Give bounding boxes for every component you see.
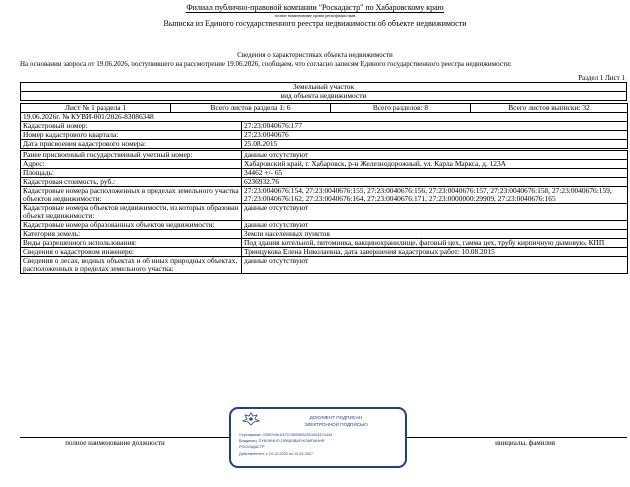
row-label: Кадастровый номер: xyxy=(21,122,242,131)
row-value: 27:23:0040676:177 xyxy=(242,122,628,131)
row-value: 34462 +/- 65 xyxy=(242,169,628,178)
row-value: 27:23:0040676:154, 27:23:0040676:155, 27:23:0040676:156, 27:23:0040676:157, 27:23:0040676:158, 27:23:0040676:159, 27:23:0040676:162, 27:23:0040676:164, 27:23:0040676:171, 27:23:0000000:29909, 27:23:0040676:165 xyxy=(242,187,628,204)
table-row xyxy=(21,230,628,239)
stamp-line1: ДОКУМЕНТ ПОДПИСАН xyxy=(309,415,363,420)
stamp-line2: ЭЛЕКТРОННОЙ ПОДПИСЬЮ xyxy=(304,422,368,427)
row-value: 27:23:0040676 xyxy=(242,131,628,140)
row-value: 6236932.76 xyxy=(242,178,628,187)
table-row xyxy=(21,248,628,257)
object-type-table xyxy=(20,82,627,101)
row-label: Кадастровые номера расположенных в пределах земельного участка объектов недвижимости: xyxy=(21,187,242,204)
extract-title: Выписка из Единого государственного реестра недвижимости об объекте недвижимости xyxy=(163,19,467,28)
emblem-icon xyxy=(241,412,261,426)
sections-count: Всего разделов: 8 xyxy=(331,104,471,113)
row-label: Кадастровые номера объектов недвижимости, из которых образован объект недвижимости: xyxy=(21,204,242,221)
table-row xyxy=(21,169,628,178)
table-row xyxy=(21,160,628,169)
row-label: Сведения о лесах, водных объектах и об иных природных объектах, расположенных в пределах земельного участка: xyxy=(21,257,242,274)
row-value: данные отсутствуют xyxy=(242,204,628,221)
date-number: 19.06.2026г. № КУВИ-001/2026-83086348 xyxy=(21,113,628,122)
position-caption: полное наименование должности xyxy=(65,439,165,447)
row-label: Номер кадастрового квартала: xyxy=(21,131,242,140)
table-row xyxy=(21,122,628,131)
row-label: Категория земель: xyxy=(21,230,242,239)
request-text: На основании запроса от 19.06.2026, поступившего на рассмотрение 19.06.2026, сообщаем, что согласно записям Единого государственного реестра недвижимости: xyxy=(20,60,512,68)
stamp-cert: Сертификат: 03997c0b1f47970600f552901004474443 xyxy=(239,433,333,437)
row-value: 25.08.2015 xyxy=(242,140,628,149)
row-label: Адрес: xyxy=(21,160,242,169)
branch-name: Филиал публично-правовой компании "Роскадастр" по Хабаровскому краю xyxy=(186,3,444,12)
row-label: Кадастровые номера образованных объектов недвижимости: xyxy=(21,221,242,230)
row-label: Дата присвоения кадастрового номера: xyxy=(21,140,242,149)
row-label: Кадастровая стоимость, руб.: xyxy=(21,178,242,187)
row-label: Ранее присвоенный государственный учетный номер: xyxy=(21,151,242,160)
object-type-caption: вид объекта недвижимости xyxy=(21,92,627,101)
table-row xyxy=(21,131,628,140)
branch-caption: полное наименование органа регистрации прав xyxy=(274,13,356,18)
object-type: Земельный участок xyxy=(21,83,627,92)
row-label: Площадь: xyxy=(21,169,242,178)
row-label: Сведения о кадастровом инженере: xyxy=(21,248,242,257)
row-value: данные отсутствуют xyxy=(242,257,628,274)
row-label: Виды разрешенного использования: xyxy=(21,239,242,248)
sheets-total: Всего листов выписки: 32 xyxy=(471,104,628,113)
table-row xyxy=(21,239,628,248)
table-row xyxy=(21,151,628,160)
sheets-in-section: Всего листов раздела 1: 6 xyxy=(171,104,331,113)
info-title: Сведения о характеристиках объекта недвижимости xyxy=(237,51,393,59)
section-sheet: Раздел 1 Лист 1 xyxy=(578,74,625,82)
row-value: данные отсутствуют xyxy=(242,221,628,230)
table-row xyxy=(21,140,628,149)
stamp-valid: Действителен: с 24.12.2025 по 19.03.2027 xyxy=(239,452,314,456)
table-row xyxy=(21,221,628,230)
row-value: данные отсутствуют xyxy=(242,151,628,160)
row-value: Земли населенных пунктов xyxy=(242,230,628,239)
sheet-number: Лист № 1 раздела 1 xyxy=(21,104,171,113)
table-row xyxy=(21,178,628,187)
stamp-owner2: РОСКАДАСТР xyxy=(239,445,265,449)
name-caption: инициалы, фамилия xyxy=(495,439,555,447)
row-value: Под здания котельной, питомника, вакцинохранилище, фаговый цех, гамма цех, трубу кирпичную дымовую, КПП xyxy=(242,239,628,248)
row-value: Тринцукова Елена Николаевна, дата завершения кадастровых работ: 10.08.2015 xyxy=(242,248,628,257)
identifiers-table xyxy=(20,112,628,149)
row-value: Хабаровский край, г. Хабаровск, р-н Железнодорожный, ул. Карла Маркса, д. 123А xyxy=(242,160,628,169)
table-row xyxy=(21,204,628,221)
table-row xyxy=(21,257,628,274)
stamp-owner: Владелец: ПУБЛИЧНО-ПРАВОВАЯ КОМПАНИЯ xyxy=(239,439,325,443)
e-signature-stamp xyxy=(229,407,407,468)
characteristics-table xyxy=(20,150,628,274)
table-row xyxy=(21,187,628,204)
